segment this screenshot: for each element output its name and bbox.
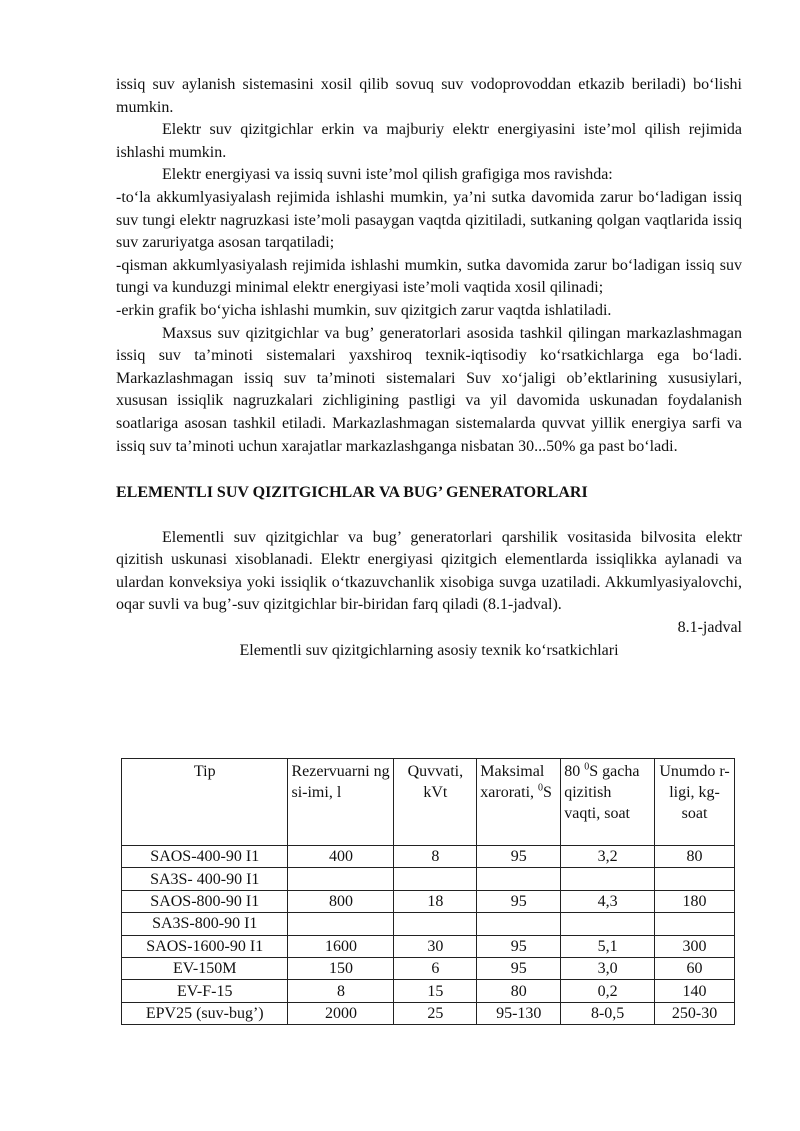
header-heat-time-num: 80 xyxy=(564,763,585,780)
cell-max-temp: 95 xyxy=(477,890,561,912)
cell-productivity: 60 xyxy=(655,957,735,979)
paragraph-4: -to‘la akkumlyasiyalash rejimida ishlashi mumkin, ya’ni sutka davomida zarur bo‘ladigan issiq suv tungi elektr nagruzkasi iste’moli pasaygan vaqtda qizitiladi, sutkaning qolgan vaqtlarida issiq suv zaruriyatga asosan tarqatiladi; xyxy=(116,188,742,252)
header-max-temp-text: Maksimal xarorati, xyxy=(480,763,545,801)
cell-productivity: 80 xyxy=(655,846,735,868)
paragraph-3: Elektr energiyasi va issiq suvni iste’mol qilish grafigiga mos ravishda: xyxy=(162,166,613,184)
specs-table xyxy=(121,758,735,1025)
table-row xyxy=(122,935,735,957)
table-row xyxy=(122,957,735,979)
cell-productivity xyxy=(655,868,735,890)
cell-power: 25 xyxy=(394,1002,477,1024)
cell-tip: SA3S-800-90 I1 xyxy=(122,913,288,935)
cell-heat-time: 5,1 xyxy=(561,935,655,957)
cell-max-temp: 80 xyxy=(477,980,561,1002)
cell-capacity: 800 xyxy=(288,890,394,912)
table-row xyxy=(122,1002,735,1024)
table-header-row xyxy=(122,759,735,846)
cell-max-temp: 95 xyxy=(477,935,561,957)
cell-tip: EV-150M xyxy=(122,957,288,979)
cell-power: 6 xyxy=(394,957,477,979)
header-tip: Tip xyxy=(122,759,288,846)
cell-heat-time: 4,3 xyxy=(561,890,655,912)
cell-capacity: 400 xyxy=(288,846,394,868)
cell-capacity xyxy=(288,913,394,935)
cell-power: 30 xyxy=(394,935,477,957)
cell-capacity: 8 xyxy=(288,980,394,1002)
cell-productivity: 250-30 xyxy=(655,1002,735,1024)
cell-productivity: 180 xyxy=(655,890,735,912)
degree-sup: 0 xyxy=(584,761,590,773)
degree-sup: 0 xyxy=(538,782,544,794)
cell-power xyxy=(394,913,477,935)
cell-heat-time: 3,0 xyxy=(561,957,655,979)
cell-max-temp: 95 xyxy=(477,846,561,868)
cell-tip: EPV25 (suv-bug’) xyxy=(122,1002,288,1024)
cell-max-temp: 95 xyxy=(477,957,561,979)
table-reference: 8.1-jadval xyxy=(677,619,742,637)
cell-power: 8 xyxy=(394,846,477,868)
cell-productivity: 300 xyxy=(655,935,735,957)
table-caption: Elementli suv qizitgichlarning asosiy texnik ko‘rsatkichlari xyxy=(239,641,619,659)
cell-capacity xyxy=(288,868,394,890)
cell-capacity: 2000 xyxy=(288,1002,394,1024)
cell-tip: SA3S- 400-90 I1 xyxy=(122,868,288,890)
table-row xyxy=(122,868,735,890)
cell-tip: SAOS-800-90 I1 xyxy=(122,890,288,912)
cell-max-temp xyxy=(477,913,561,935)
cell-max-temp xyxy=(477,868,561,890)
paragraph-5: -qisman akkumlyasiyalash rejimida ishlashi mumkin, sutka davomida zarur bo‘ladigan issiq suv tungi va kunduzgi minimal elektr energiyasi iste’moli vaqtida xosil qilinadi; xyxy=(116,256,742,297)
document-page xyxy=(116,74,742,678)
header-max-temp xyxy=(477,759,561,846)
header-productivity: Unumdo r-ligi, kg-soat xyxy=(655,759,735,846)
section-heading: ELEMENTLI SUV QIZITGICHLAR VA BUG’ GENERATORLARI xyxy=(116,484,588,502)
paragraph-1: issiq suv aylanish sistemasini xosil qilib sovuq suv vodoprovoddan etkazib beriladi) bo‘lishi mumkin. xyxy=(116,76,742,116)
header-heat-time-text: S gacha qizitish vaqti, soat xyxy=(564,763,640,822)
header-max-temp-unit: S xyxy=(543,784,552,801)
cell-capacity: 1600 xyxy=(288,935,394,957)
cell-heat-time: 3,2 xyxy=(561,846,655,868)
paragraph-6: -erkin grafik bo‘yicha ishlashi mumkin, suv qizitgich zarur vaqtda ishlatiladi. xyxy=(116,301,612,319)
cell-tip: SAOS-400-90 I1 xyxy=(122,846,288,868)
cell-power: 18 xyxy=(394,890,477,912)
table-row xyxy=(122,913,735,935)
cell-heat-time: 0,2 xyxy=(561,980,655,1002)
cell-max-temp: 95-130 xyxy=(477,1002,561,1024)
cell-heat-time xyxy=(561,913,655,935)
paragraph-7: Maxsus suv qizitgichlar va bug’ generatorlari asosida tashkil qilingan markazlashmagan issiq suv ta’minoti sistemalari yaxshiroq texnik-iqtisodiy ko‘rsatkichlarga ega bo‘ladi. Markazlashmagan issiq suv ta’minoti sistemalari Suv xo‘jaligi ob’ektlarining xususiylari, xususan issiqlik nagruzkalari zichligining pastligi va yil davomida uskunadan foydalanish soatlariga asosan tashkil etiladi. Markazlashmagan sistemalarda quvvat yillik energiya sarfi va issiq suv ta’minoti uchun xarajatlar markazlashganga nisbatan 30...50% ga past bo‘ladi. xyxy=(116,324,742,455)
paragraph-2: Elektr suv qizitgichlar erkin va majburiy elektr energiyasini iste’mol qilish rejimida ishlashi mumkin. xyxy=(116,121,742,161)
cell-tip: EV-F-15 xyxy=(122,980,288,1002)
cell-capacity: 150 xyxy=(288,957,394,979)
table-row xyxy=(122,890,735,912)
cell-productivity: 140 xyxy=(655,980,735,1002)
cell-power: 15 xyxy=(394,980,477,1002)
paragraph-8: Elementli suv qizitgichlar va bug’ generatorlari qarshilik vositasida bilvosita elektr qizitish uskunasi xisoblanadi. Elektr energiyasi qizitgich elementlarda issiqlikka aylanadi va ulardan konveksiya yoki issiqlik o‘tkazuvchanlik xisobiga suvga uzatiladi. Akkumlyasiyalovchi, oqar suvli va bug’-suv qizitgichlar bir-biridan farq qiladi (8.1-jadval). xyxy=(116,528,742,614)
cell-heat-time: 8-0,5 xyxy=(561,1002,655,1024)
header-heat-time xyxy=(561,759,655,846)
header-capacity: Rezervuarni ng si-imi, l xyxy=(288,759,394,846)
cell-power xyxy=(394,868,477,890)
table-row xyxy=(122,980,735,1002)
cell-productivity xyxy=(655,913,735,935)
cell-tip: SAOS-1600-90 I1 xyxy=(122,935,288,957)
cell-heat-time xyxy=(561,868,655,890)
table-row xyxy=(122,846,735,868)
header-power: Quvvati, kVt xyxy=(394,759,477,846)
